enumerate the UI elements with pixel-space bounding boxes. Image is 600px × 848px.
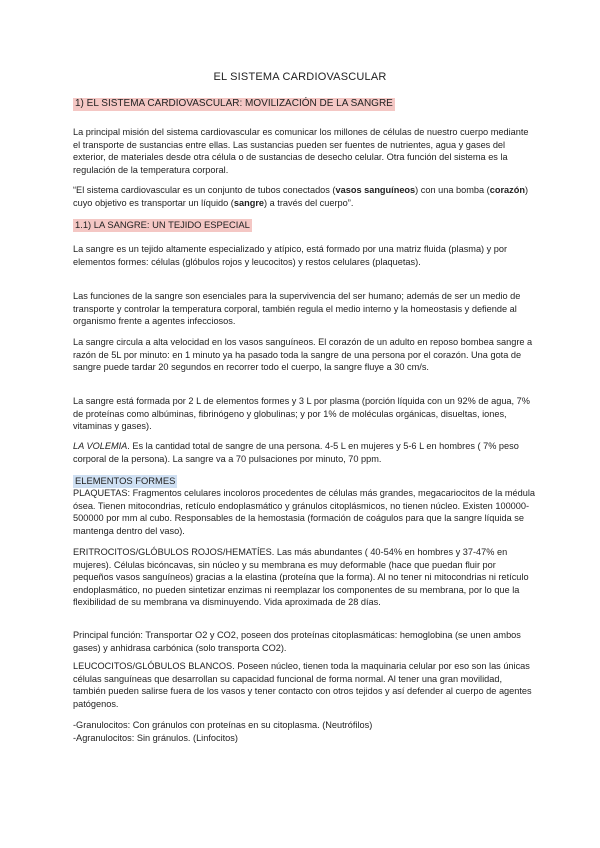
- definicion-bold-sangre: sangre: [233, 197, 265, 208]
- section-1-heading-row: [73, 98, 535, 111]
- section-1-heading: 1) EL SISTEMA CARDIOVASCULAR: MOVILIZACIÓN DE LA SANGRE: [75, 98, 393, 109]
- volemia-text: . Es la cantidad total de sangre de una persona. 4-5 L en mujeres y 5-6 L en hombres ( 7% peso corporal de la persona). La sangre va a 70 pulsaciones por minuto, 70 ppm.: [73, 441, 519, 464]
- definicion-text-e: ) cuyo objetivo es transportar un líquido (: [73, 185, 529, 208]
- paragraph-composicion: La sangre está formada por 2 L de elementos formes y 3 L por plasma (porción líquida con un 92% de agua, 7% de proteínas como albúminas, fibrinógeno y globulinas; y por 1% de moléculas orgánicas, disueltas, iones, vitaminas y gases).: [73, 396, 530, 432]
- list-item: -Agranulocitos: Sin gránulos. (Linfocitos): [73, 732, 238, 743]
- paragraph-definicion: [73, 184, 535, 209]
- list-item: -Granulocitos: Con gránulos con proteínas en su citoplasma. (Neutrófilos): [73, 720, 373, 730]
- section-1-1-heading: 1.1) LA SANGRE: UN TEJIDO ESPECIAL: [75, 219, 250, 230]
- elementos-formes-heading: ELEMENTOS FORMES: [75, 475, 176, 486]
- paragraph-circulacion: La sangre circula a alta velocidad en los vasos sanguíneos. El corazón de un adulto en reposo bombea sangre a razón de 5L por minuto: en 1 minuto ya ha pasado toda la sangre de una persona por el corazón. Una gota de sangre puede tardar 20 segundos en recorrer todo el cuerpo, la sangre fluye a 30 cm/s.: [73, 337, 533, 373]
- definicion-bold-corazon: corazón: [489, 185, 525, 195]
- volemia-term: LA VOLEMIA: [73, 441, 128, 451]
- paragraph-mision: La principal misión del sistema cardiovascular es comunicar los millones de células de nuestro cuerpo mediante el transporte de sustancias entre ellas. Las sustancias pueden ser fuentes de nutrientes, agua y gases del exterior, de materiales desde otra célula o de sustancias de desecho celular. Otra función del sistema es la regulación de la temperatura corporal.: [73, 127, 529, 175]
- leucocitos-list: [73, 719, 535, 744]
- paragraph-leucocitos: LEUCOCITOS/GLÓBULOS BLANCOS. Poseen núcleo, tienen toda la maquinaria celular por eso son las únicas células sanguíneas que desarrollan su capacidad funcional de forma normal. Al tener una gran movilidad, también pueden salirse fuera de los vasos y tener contacto con otros tejidos y así defender al cuerpo de agentes patógenos.: [73, 661, 532, 709]
- definicion-text-a: “El sistema cardiovascular es un conjunto de tubos conectados (: [73, 185, 336, 195]
- section-1-1-heading-row: [73, 219, 535, 232]
- paragraph-funcion-eritrocitos: Principal función: Transportar O2 y CO2, poseen dos proteínas citoplasmáticas: hemoglobina (se unen ambos gases) y anhidrasa carbónica (solo transporta CO2).: [73, 630, 521, 653]
- elementos-heading-row: [73, 475, 535, 488]
- document-title: EL SISTEMA CARDIOVASCULAR: [213, 71, 387, 83]
- paragraph-plaquetas: PLAQUETAS: Fragmentos celulares incoloros procedentes de células más grandes, megacariocitos de la médula ósea. Tienen mitocondrias, retículo endoplasmático y gránulos citoplásmicos, no tienen núcleo. Existen 100000-500000 por mm al cubo. Responsables de la hemostasia (formación de coágulos para que la sangre líquida se mantenga dentro del vaso).: [73, 488, 535, 536]
- definicion-text-g: ) a través del cuerpo”.: [264, 197, 354, 208]
- paragraph-eritrocitos: ERITROCITOS/GLÓBULOS ROJOS/HEMATÍES. Las más abundantes ( 40-54% en hombres y 37-47% en mujeres). Células bicóncavas, sin núcleo y su membrana es muy deformable (hace que puedan fluir por pequeños vasos sanguíneos) gracias a la elastina (proteína que la forma). Al no tener ni mitocondrias ni retículo endoplasmático, no pueden sintetizar enzimas ni reemplazar los componentes de su membrana, por lo que la flexibilidad de su membrana va disminuyendo. Vida aproximada de 28 días.: [73, 547, 529, 608]
- paragraph-tejido: La sangre es un tejido altamente especializado y atípico, está formado por una matriz fluida (plasma) y por elementos formes: células (glóbulos rojos y leucocitos) y restos celulares (plaquetas).: [73, 244, 508, 267]
- definicion-text-c: ) con una bomba (: [415, 185, 490, 195]
- paragraph-funciones: Las funciones de la sangre son esenciales para la supervivencia del ser humano; además de ser un medio de transporte y controlar la temperatura corporal, también regula el medio interno y la homeostasis y defiende al organismo frente a agentes infecciosos.: [73, 291, 521, 327]
- paragraph-volemia: [73, 440, 535, 465]
- definicion-bold-vasos: vasos sanguíneos: [335, 185, 416, 195]
